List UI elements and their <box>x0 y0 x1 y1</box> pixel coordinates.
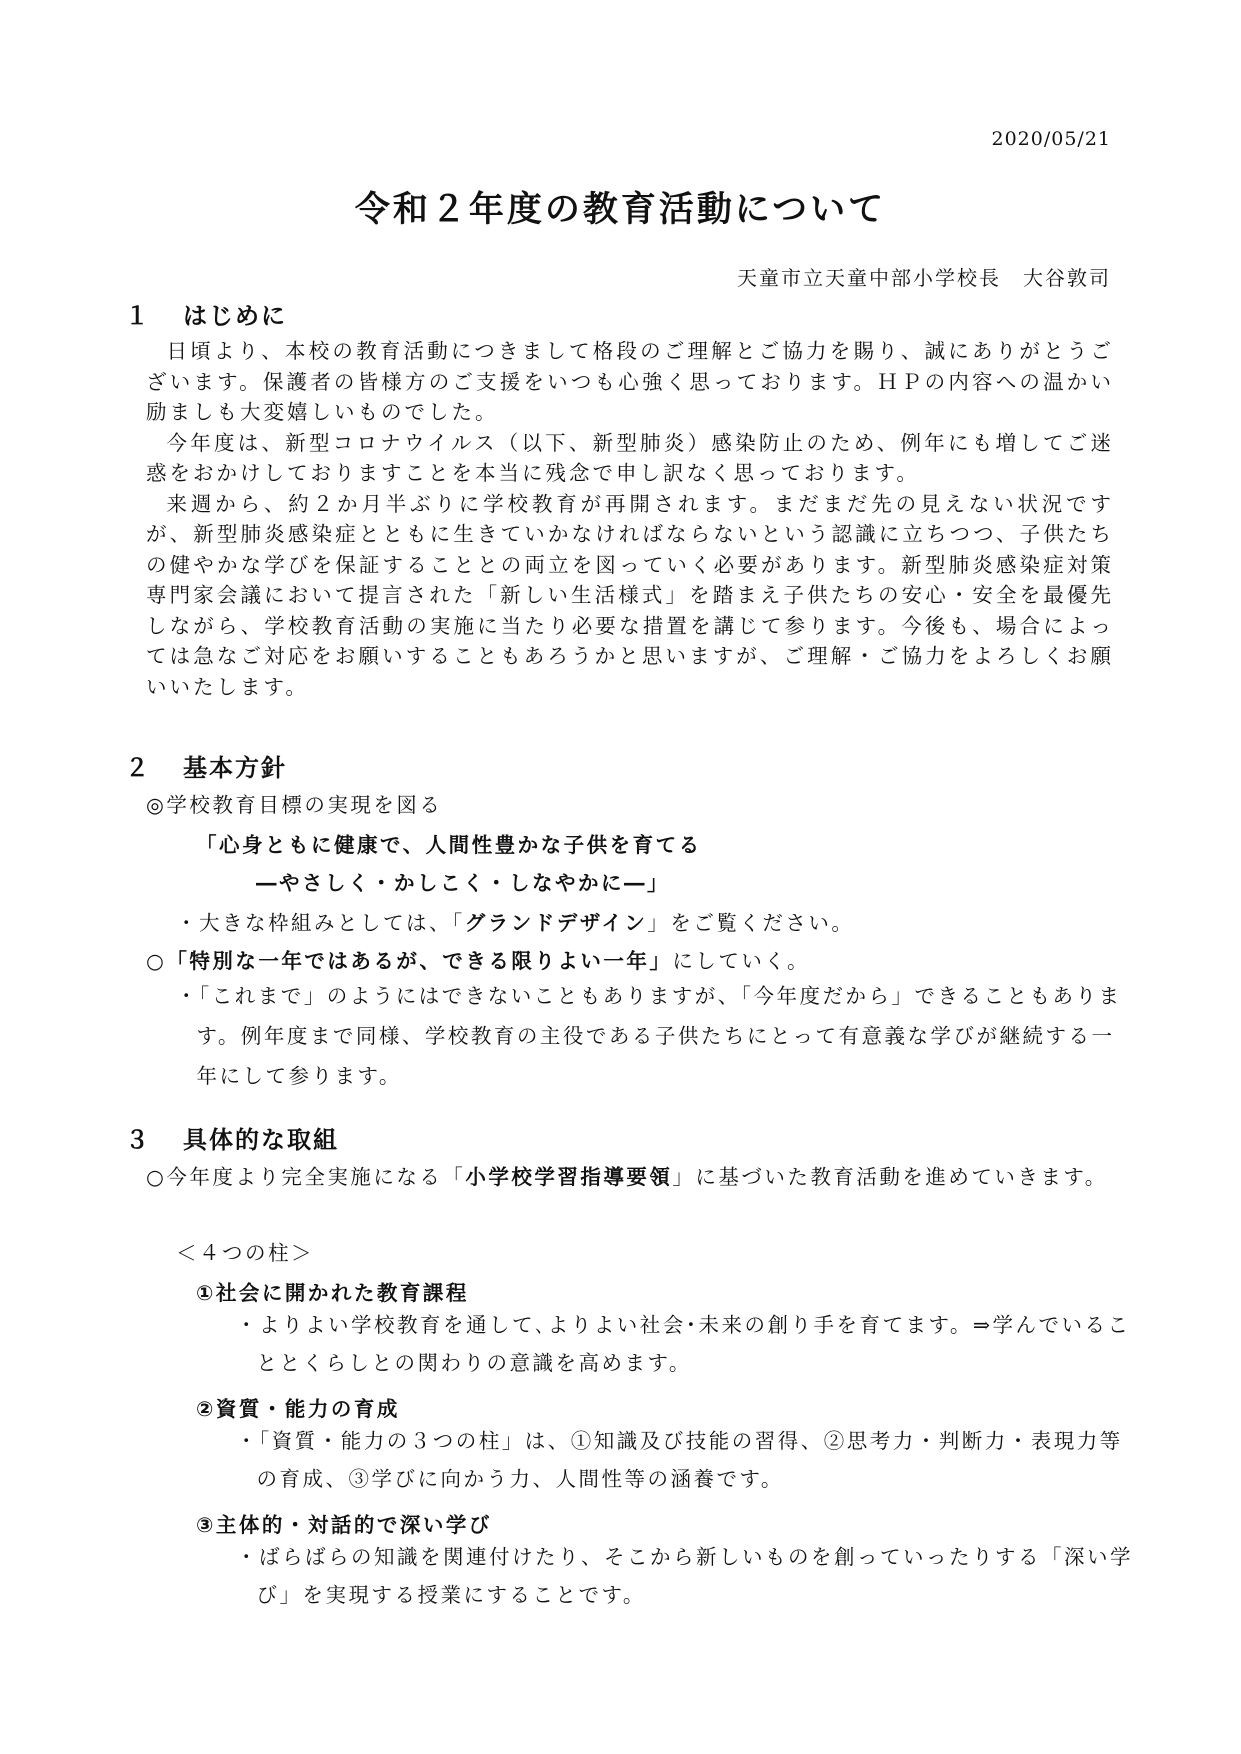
paragraph: 今年度は、新型コロナウイルス（以下、新型肺炎）感染防止のため、例年にも増してご迷惑をおかけしておりますことを本当に残念で申し訳なく思っております。 <box>146 430 1114 485</box>
document-author: 天童市立天童中部小学校長 大谷敦司 <box>737 266 1111 290</box>
section-heading-2 <box>125 748 287 783</box>
section-heading-1 <box>125 296 287 331</box>
pillar-title-3: ③主体的・対話的で深い学び <box>196 1513 492 1537</box>
section-number: ３ <box>125 1126 151 1154</box>
school-motto-line-1: 「心身ともに健康で、人間性豊かな子供を育てる <box>196 833 702 857</box>
section-title: 具体的な取組 <box>183 1126 339 1154</box>
grand-design-bullet: ・大きな枠組みとしては、「グランドデザイン」をご覧ください。 <box>176 911 855 935</box>
section-title: はじめに <box>183 302 287 330</box>
paragraph: 来週から、約２か月半ぶりに学校教育が再開されます。まだまだ先の見えない状況ですが、新型肺炎感染症とともに生きていかなければならないという認識に立ちつつ、子供たちの健やかな学びを保証することとの両立を図っていく必要があります。新型肺炎感染症対策専門家会議において提言された「新しい生活様式」を踏まえ子供たちの安心・安全を最優先しながら、学校教育活動の実施に当たり必要な措置を講じて参ります。今後も、場合によっては急なご対応をお願いすることもあろうかと思いますが、ご理解・ご協力をよろしくお願いいたします。 <box>146 491 1114 699</box>
section-1-body <box>146 336 1114 702</box>
pillar-bullet-1: ・よりよい学校教育を通して､よりよい社会･未来の創り手を育てます。⇒学んでいることとくらしとの関わりの意識を高めます。 <box>236 1313 1131 1375</box>
section-number: ２ <box>125 754 151 782</box>
special-year-bullet: ・「これまで」のようにはできないこともありますが、「今年度だから」できることもあります。例年度まで同様、学校教育の主役である子供たちにとって有意義な学びが継続する一年にして参ります。 <box>176 984 1122 1088</box>
pillar-bullet-2: ・「資質・能力の３つの柱」は、①知識及び技能の習得、②思考力・判断力・表現力等の育成、③学びに向かう力、人間性等の涵養です。 <box>236 1429 1123 1491</box>
pillars-label: ＜４つの柱＞ <box>176 1241 314 1265</box>
document-title: 令和２年度の教育活動について <box>354 190 887 230</box>
section-number: １ <box>125 302 151 330</box>
special-year-line: ○「特別な一年ではあるが、できる限りよい一年」にしていく。 <box>146 949 810 973</box>
curriculum-emphasis: 小学校学習指導要領 <box>465 1165 673 1189</box>
special-year-emphasis: 「特別な一年ではあるが、できる限りよい一年」 <box>166 949 673 973</box>
document-date: 2020/05/21 <box>991 128 1111 150</box>
pillar-title-2: ②資質・能力の育成 <box>196 1397 400 1421</box>
pillar-title-1: ①社会に開かれた教育課程 <box>196 1281 469 1305</box>
school-goal-line: ◎学校教育目標の実現を図る <box>146 793 443 817</box>
paragraph: 日頃より、本校の教育活動につきまして格段のご理解とご協力を賜り、誠にありがとうございます。保護者の皆様方のご支援をいつも心強く思っております。ＨＰの内容への温かい励ましも大変嬉しいものでした。 <box>146 339 1114 424</box>
section-heading-3 <box>125 1120 339 1155</box>
grand-design-emphasis: グランドデザイン <box>464 911 648 935</box>
pillar-bullet-3: ・ばらばらの知識を関連付けたり、そこから新しいものを創っていったりする「深い学び」を実現する授業にすることです。 <box>236 1545 1133 1607</box>
curriculum-intro: ○今年度より完全実施になる「小学校学習指導要領」に基づいた教育活動を進めていきます。 <box>146 1165 1108 1189</box>
school-motto-line-2: ―やさしく・かしこく・しなやかに―」 <box>256 871 670 895</box>
section-title: 基本方針 <box>183 754 287 782</box>
